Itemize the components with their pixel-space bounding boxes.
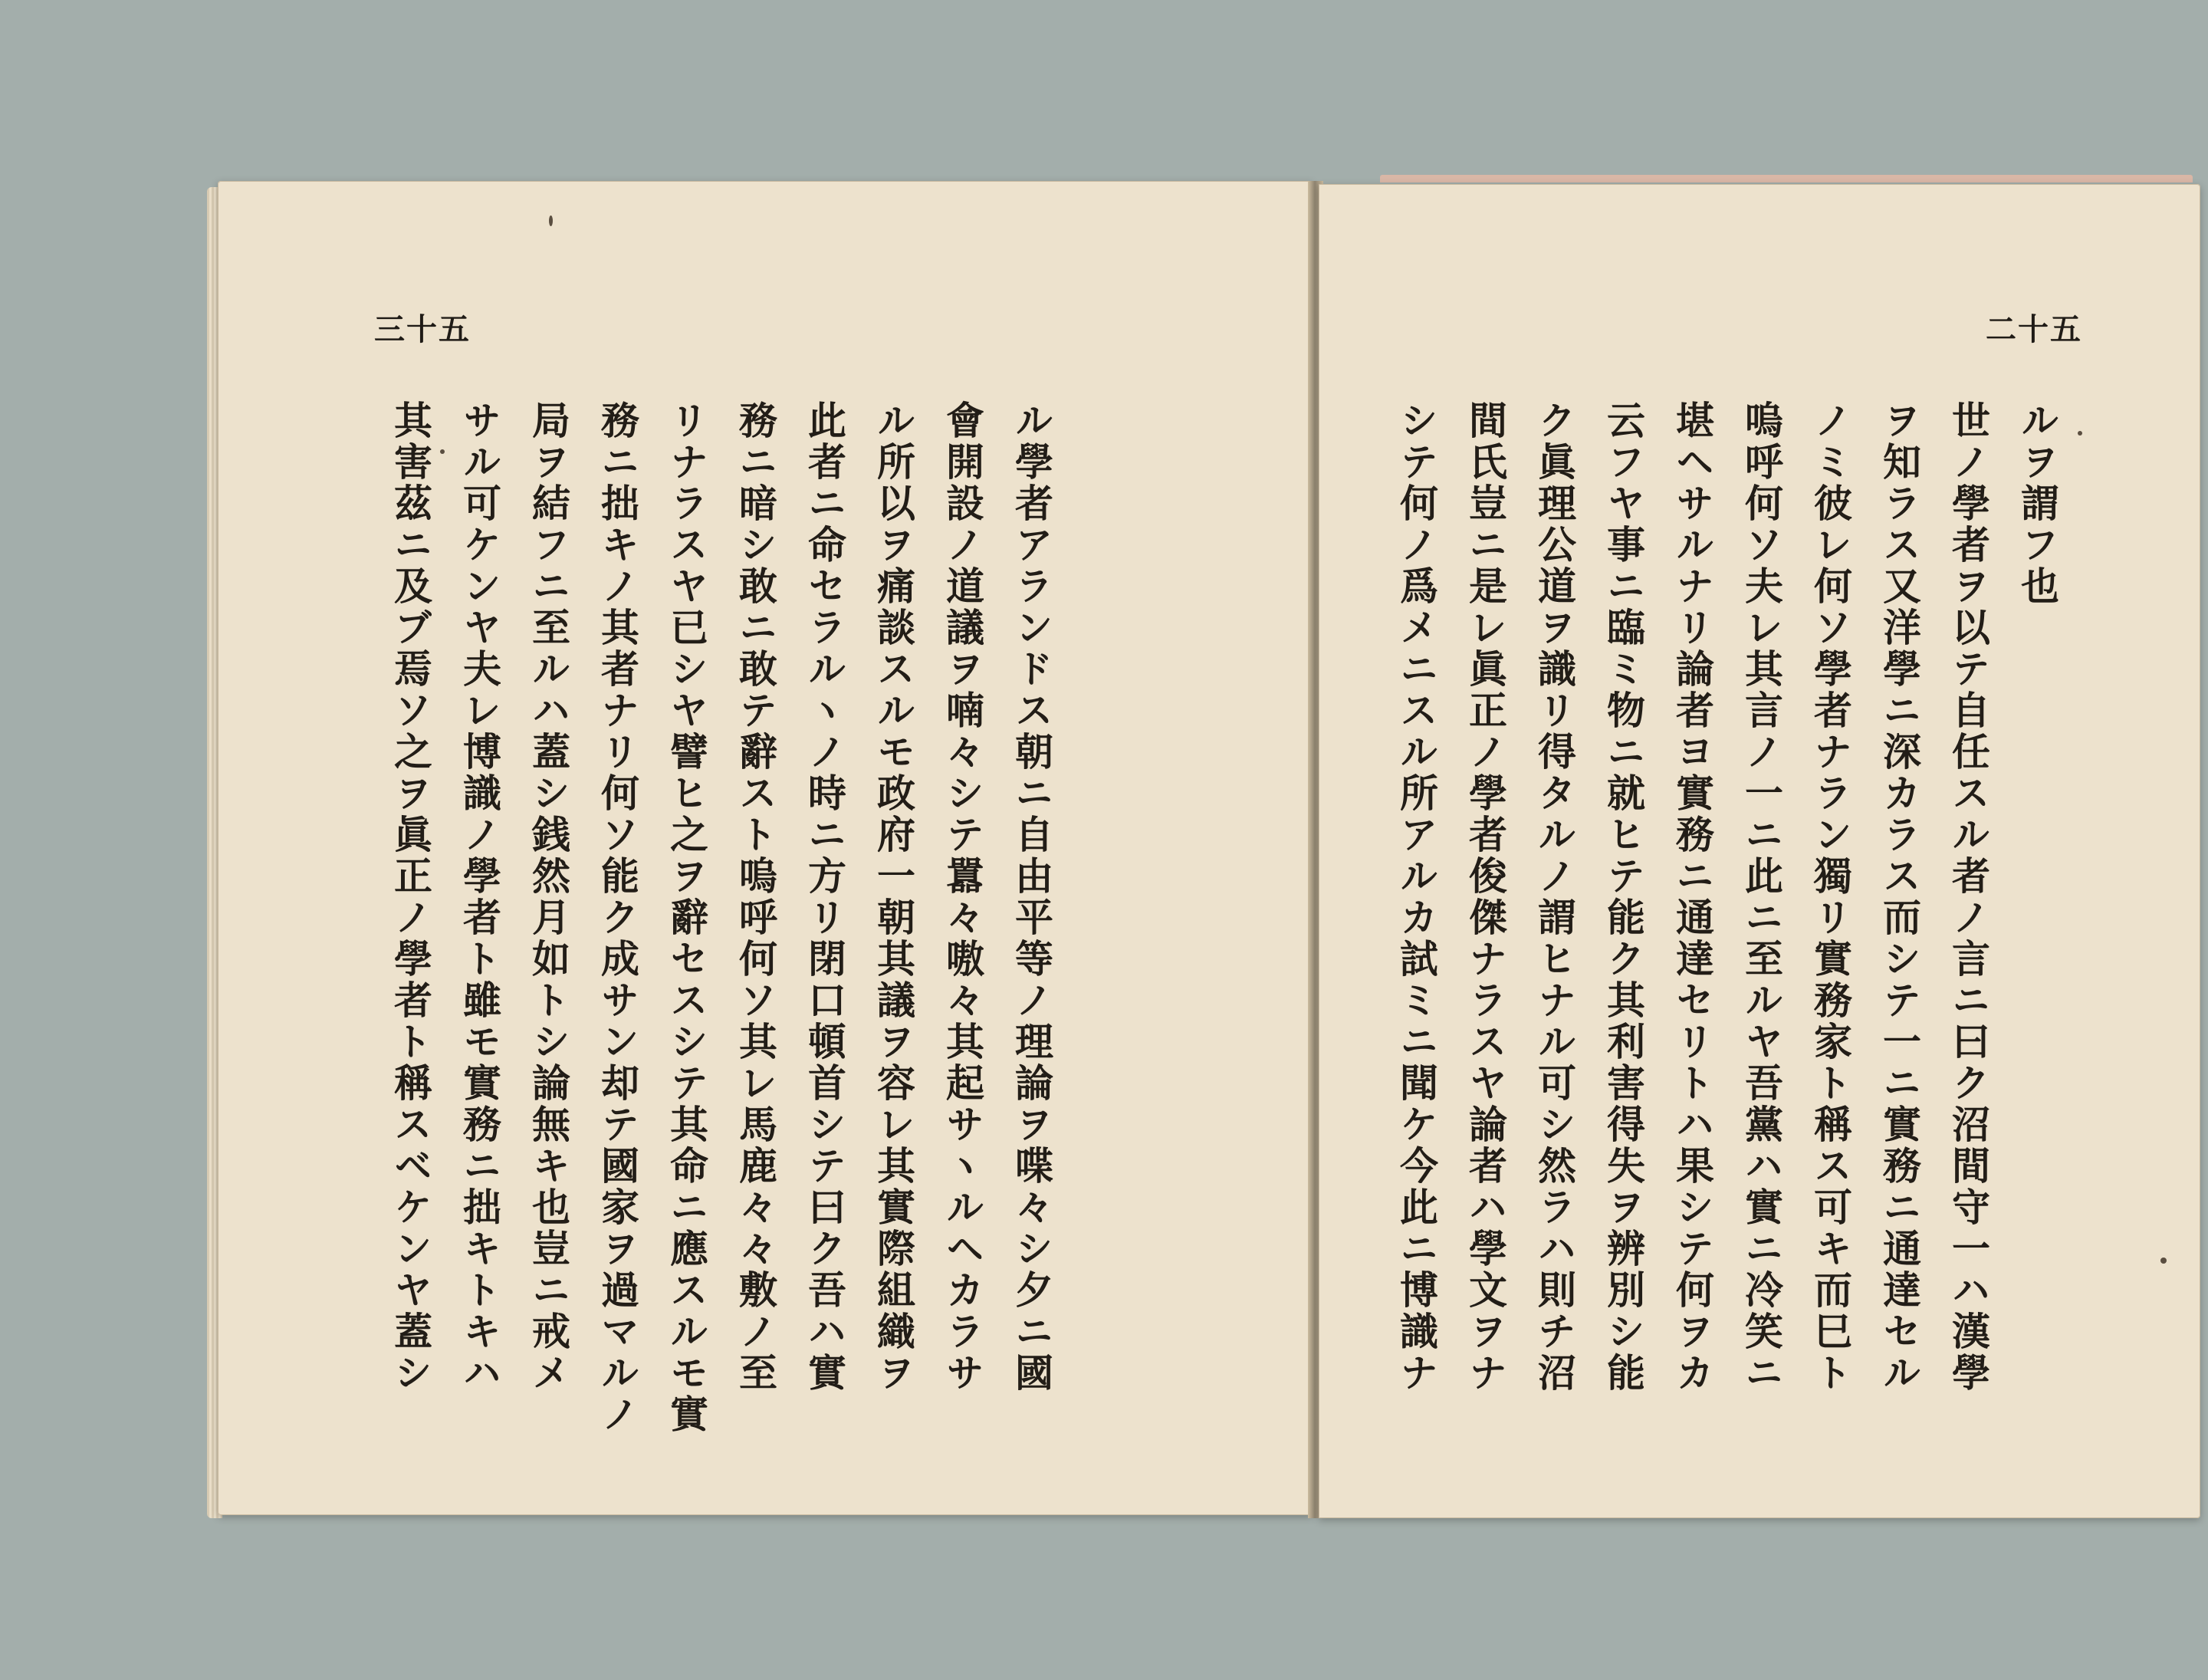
right-page-number: 二十五 bbox=[1986, 311, 2082, 347]
left-column-6: リナラスヤ已シヤ譬ヒ之ヲ辭セスシテ其命ニ應スルモ實 bbox=[664, 400, 709, 1435]
right-column-1: ルヲ謂フ也 bbox=[2015, 400, 2060, 607]
right-column-9: 間氏豈ニ是レ眞正ノ學者俊傑ナラスヤ論者ハ學文ヲナ bbox=[1463, 400, 1508, 1394]
left-column-5: 務ニ暗シ敢ニ敢テ辭スト嗚呼何ソ其レ馬鹿々々敷ノ至 bbox=[733, 400, 778, 1394]
left-column-3: ル所以ヲ痛談スルモ政府一朝其議ヲ容レ其實際組織ヲ bbox=[871, 400, 916, 1394]
left-page-number: 三十五 bbox=[374, 311, 471, 347]
right-column-4: ノミ彼レ何ソ學者ナラン獨リ實務家ト稱ス可キ而巳ト bbox=[1808, 400, 1853, 1394]
left-column-1: ル學者アランドス朝ニ自由平等ノ理論ヲ喋々シ夕ニ國 bbox=[1009, 400, 1054, 1394]
right-column-3: ヲ知ラス又洋學ニ深カラス而シテ一ニ實務ニ通達セル bbox=[1877, 400, 1922, 1394]
left-page bbox=[218, 181, 1313, 1515]
left-column-4: 此者ニ命セラルヽノ時ニ方リ閉口頓首シテ曰ク吾ハ實 bbox=[802, 400, 847, 1394]
book-cover-edge bbox=[1380, 175, 2193, 182]
ink-speck bbox=[2078, 431, 2082, 436]
right-column-10: シテ何ノ爲メニスル所アルカ試ミニ聞ケ今此ニ博識ナ bbox=[1394, 400, 1439, 1394]
left-column-2: 會開設ノ道議ヲ喃々シテ囂々嗷々其起サヽルヘカラサ bbox=[940, 400, 985, 1394]
right-column-6: 堪ヘサルナリ論者ヨ實務ニ通達セリトハ果シテ何ヲカ bbox=[1670, 400, 1715, 1394]
right-column-7: 云フヤ事ニ臨ミ物ニ就ヒテ能ク其利害得失ヲ辨別シ能 bbox=[1601, 400, 1646, 1394]
right-column-5: 嗚呼何ソ夫レ其言ノ一ニ此ニ至ルヤ吾黨ハ實ニ冷笑ニ bbox=[1739, 400, 1784, 1394]
left-column-10: 其害茲ニ及ブ焉ソ之ヲ眞正ノ學者ト稱スベケンヤ蓋シ bbox=[388, 400, 433, 1394]
left-column-9: サル可ケンヤ夫レ博識ノ學者ト雖モ實務ニ拙キトキハ bbox=[457, 400, 502, 1394]
right-column-2: 世ノ學者ヲ以テ自任スル者ノ言ニ曰ク沼間守一ハ漢學 bbox=[1946, 400, 1991, 1394]
right-page bbox=[1319, 184, 2200, 1518]
right-column-8: ク眞理公道ヲ識リ得タルノ謂ヒナル可シ然ラハ則チ沼 bbox=[1532, 400, 1577, 1394]
left-column-8: 局ヲ結フニ至ルハ蓋シ銭然月如トシ論無キ也豈ニ戒メ bbox=[526, 400, 571, 1394]
ink-speck bbox=[2160, 1258, 2167, 1264]
open-book bbox=[207, 181, 2082, 1527]
left-column-7: 務ニ拙キノ其者ナリ何ソ能ク成サン却テ國家ヲ過マルノ bbox=[595, 400, 640, 1435]
ink-speck bbox=[440, 449, 445, 454]
ink-speck bbox=[549, 215, 553, 226]
